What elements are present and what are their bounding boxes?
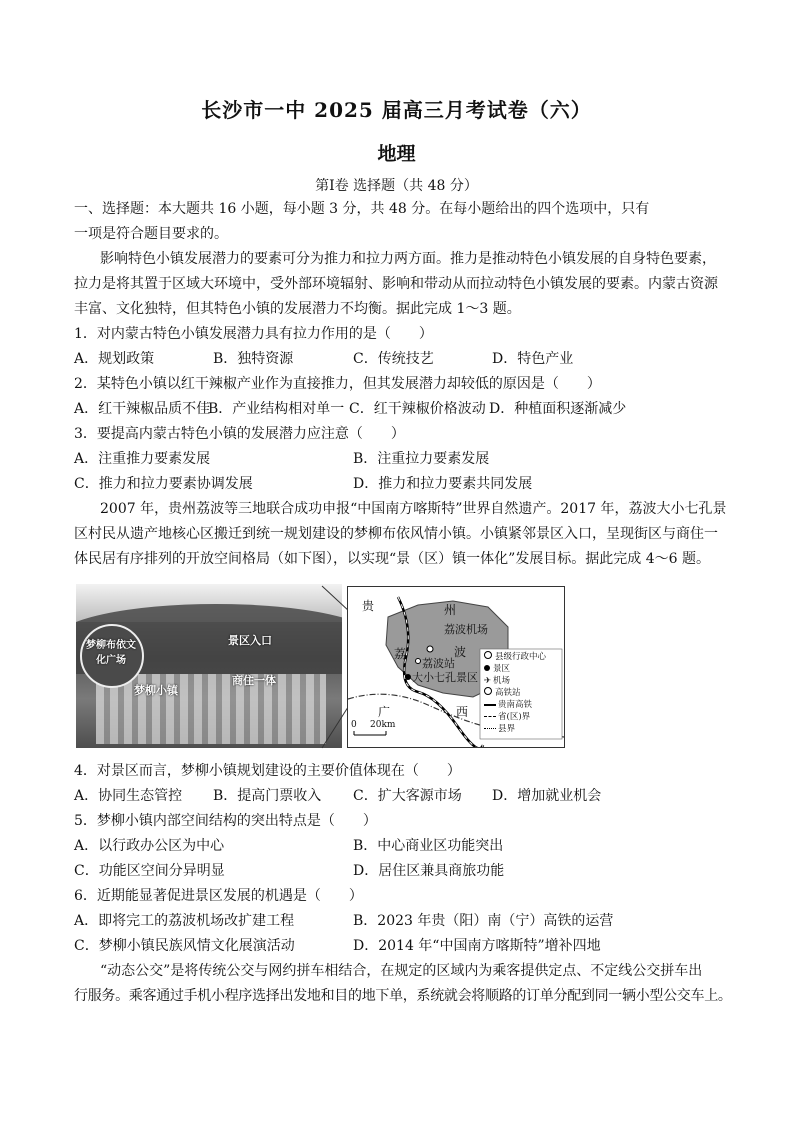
option-d[interactable]: D．推力和拉力要素共同发展 (353, 476, 533, 492)
legend-item: 景区 (484, 663, 546, 675)
province-border-icon (484, 716, 496, 717)
map-label-airport: 荔波机场 (444, 623, 488, 636)
option-a[interactable]: A．协同生态管控 (74, 788, 183, 804)
county-seat-marker (427, 646, 433, 652)
option-c[interactable]: C．梦柳小镇民族风情文化展演活动 (74, 938, 295, 954)
scenic-icon (484, 665, 490, 671)
map-label-region: 贵 (362, 599, 375, 613)
instruction-line: 一项是符合题目要求的。 (74, 226, 228, 242)
section-heading: 第Ⅰ卷 选择题（共 48 分） (315, 178, 478, 194)
passage-line: 影响特色小镇发展潜力的要素可分为推力和拉力两方面。推力是推动特色小镇发展的自身特色要素， (100, 251, 716, 267)
option-a[interactable]: A．以行政办公区为中心 (74, 838, 225, 854)
passage-line: 体民居有序排列的开放空间格局（如下图），以实现“景（区）镇一体化”发展目标。据此完成 4～6 题。 (74, 551, 711, 567)
location-map (347, 586, 565, 748)
passage-line: 拉力是将其置于区域大环境中，受外部环境辐射、影响和带动从而拉动特色小镇发展的要素。内蒙古资源 (74, 276, 718, 292)
town-photo (76, 584, 342, 748)
subject-title: 地理 (377, 143, 416, 165)
legend-item: 贵南高铁 (484, 699, 546, 711)
legend-item: 高铁站 (484, 687, 546, 699)
question-stem: 2．某特色小镇以红干辣椒产业作为直接推力，但其发展潜力却较低的原因是（ ） (74, 376, 601, 392)
option-d[interactable]: D．增加就业机会 (492, 788, 602, 804)
map-label-station: 荔波站 (422, 657, 455, 670)
county-seat-icon (484, 651, 492, 659)
scale-label: 20km (370, 720, 396, 730)
option-b[interactable]: B．注重拉力要素发展 (353, 451, 490, 467)
option-c[interactable]: C．红干辣椒价格波动 (349, 401, 486, 417)
county-border-icon (484, 728, 496, 729)
photo-label-entrance: 景区入口 (228, 634, 272, 647)
instruction-line: 一、选择题：本大题共 16 小题，每小题 3 分，共 48 分。在每小题给出的四个选项中，只有 (74, 201, 650, 217)
exam-title: 长沙市一中 2025 届高三月考试卷（六） (201, 98, 592, 122)
photo-label-town: 梦柳小镇 (134, 684, 178, 697)
station-marker (416, 659, 421, 664)
station-icon (484, 687, 492, 695)
map-label-region: 西 (456, 705, 469, 719)
airport-icon: ✈ (484, 676, 492, 686)
legend-item: 县界 (484, 723, 546, 735)
option-b[interactable]: B．独特资源 (213, 351, 294, 367)
railway-icon (484, 704, 496, 706)
option-c[interactable]: C．功能区空间分异明显 (74, 863, 225, 879)
legend-item: 县级行政中心 (484, 651, 546, 663)
option-c[interactable]: C．推力和拉力要素协调发展 (74, 476, 253, 492)
legend-item: ✈ 机场 (484, 676, 511, 686)
legend-item: 省(区)界 (484, 711, 546, 723)
map-label-region: 波 (454, 645, 467, 659)
option-a[interactable]: A．即将完工的荔波机场改扩建工程 (74, 913, 295, 929)
question-stem: 1．对内蒙古特色小镇发展潜力具有拉力作用的是（ ） (74, 326, 433, 342)
passage-line: 丰富、文化独特，但其特色小镇的发展潜力不均衡。据此完成 1～3 题。 (74, 301, 521, 317)
question-stem: 6．近期能显著促进景区发展的机遇是（ ） (74, 888, 363, 904)
option-c[interactable]: C．传统技艺 (353, 351, 434, 367)
option-b[interactable]: B．产业结构相对单一 (208, 401, 345, 417)
question-stem: 5．梦柳小镇内部空间结构的突出特点是（ ） (74, 813, 377, 829)
map-label-region: 广 (378, 705, 391, 719)
photo-label-mixed: 商住一体 (232, 674, 276, 687)
option-a[interactable]: A．注重推力要素发展 (74, 451, 211, 467)
passage-line: “动态公交”是将传统公交与网约拼车相结合，在规定的区域内为乘客提供定点、不定线公交拼车出 (100, 963, 703, 979)
option-a[interactable]: A．红干辣椒品质不佳 (74, 401, 211, 417)
photo-label-plaza: 梦柳布依文化广场 (86, 640, 136, 666)
option-a[interactable]: A．规划政策 (74, 351, 155, 367)
map-label-region: 荔 (394, 647, 407, 661)
option-d[interactable]: D．2014 年“中国南方喀斯特”增补四地 (353, 938, 601, 954)
photo-town (96, 674, 326, 744)
passage-line: 2007 年，贵州荔波等三地联合成功申报“中国南方喀斯特”世界自然遗产。2017 年，荔波大小七孔景 (100, 501, 727, 517)
map-label-region: 州 (444, 603, 457, 617)
passage-line: 行服务。乘客通过手机小程序选择出发地和目的地下单，系统就会将顺路的订单分配到同一辆小型公交车上。 (74, 988, 732, 1004)
passage-line: 区村民从遗产地核心区搬迁到统一规划建设的梦柳布依风情小镇。小镇紧邻景区入口，呈现街区与商住一 (74, 526, 718, 542)
option-b[interactable]: B．提高门票收入 (213, 788, 322, 804)
map-legend (484, 651, 546, 735)
question-stem: 3．要提高内蒙古特色小镇的发展潜力应注意（ ） (74, 426, 405, 442)
question-stem: 4．对景区而言，梦柳小镇规划建设的主要价值体现在（ ） (74, 763, 461, 779)
option-c[interactable]: C．扩大客源市场 (353, 788, 462, 804)
scale-zero: 0 (351, 720, 357, 730)
scenic-marker (405, 674, 411, 680)
map-label-scenic: 大小七孔景区 (412, 671, 478, 684)
option-b[interactable]: B．中心商业区功能突出 (353, 838, 504, 854)
option-d[interactable]: D．居住区兼具商旅功能 (353, 863, 505, 879)
option-d[interactable]: D．种植面积逐渐减少 (489, 401, 627, 417)
option-d[interactable]: D．特色产业 (492, 351, 574, 367)
option-b[interactable]: B．2023 年贵（阳）南（宁）高铁的运营 (353, 913, 614, 929)
